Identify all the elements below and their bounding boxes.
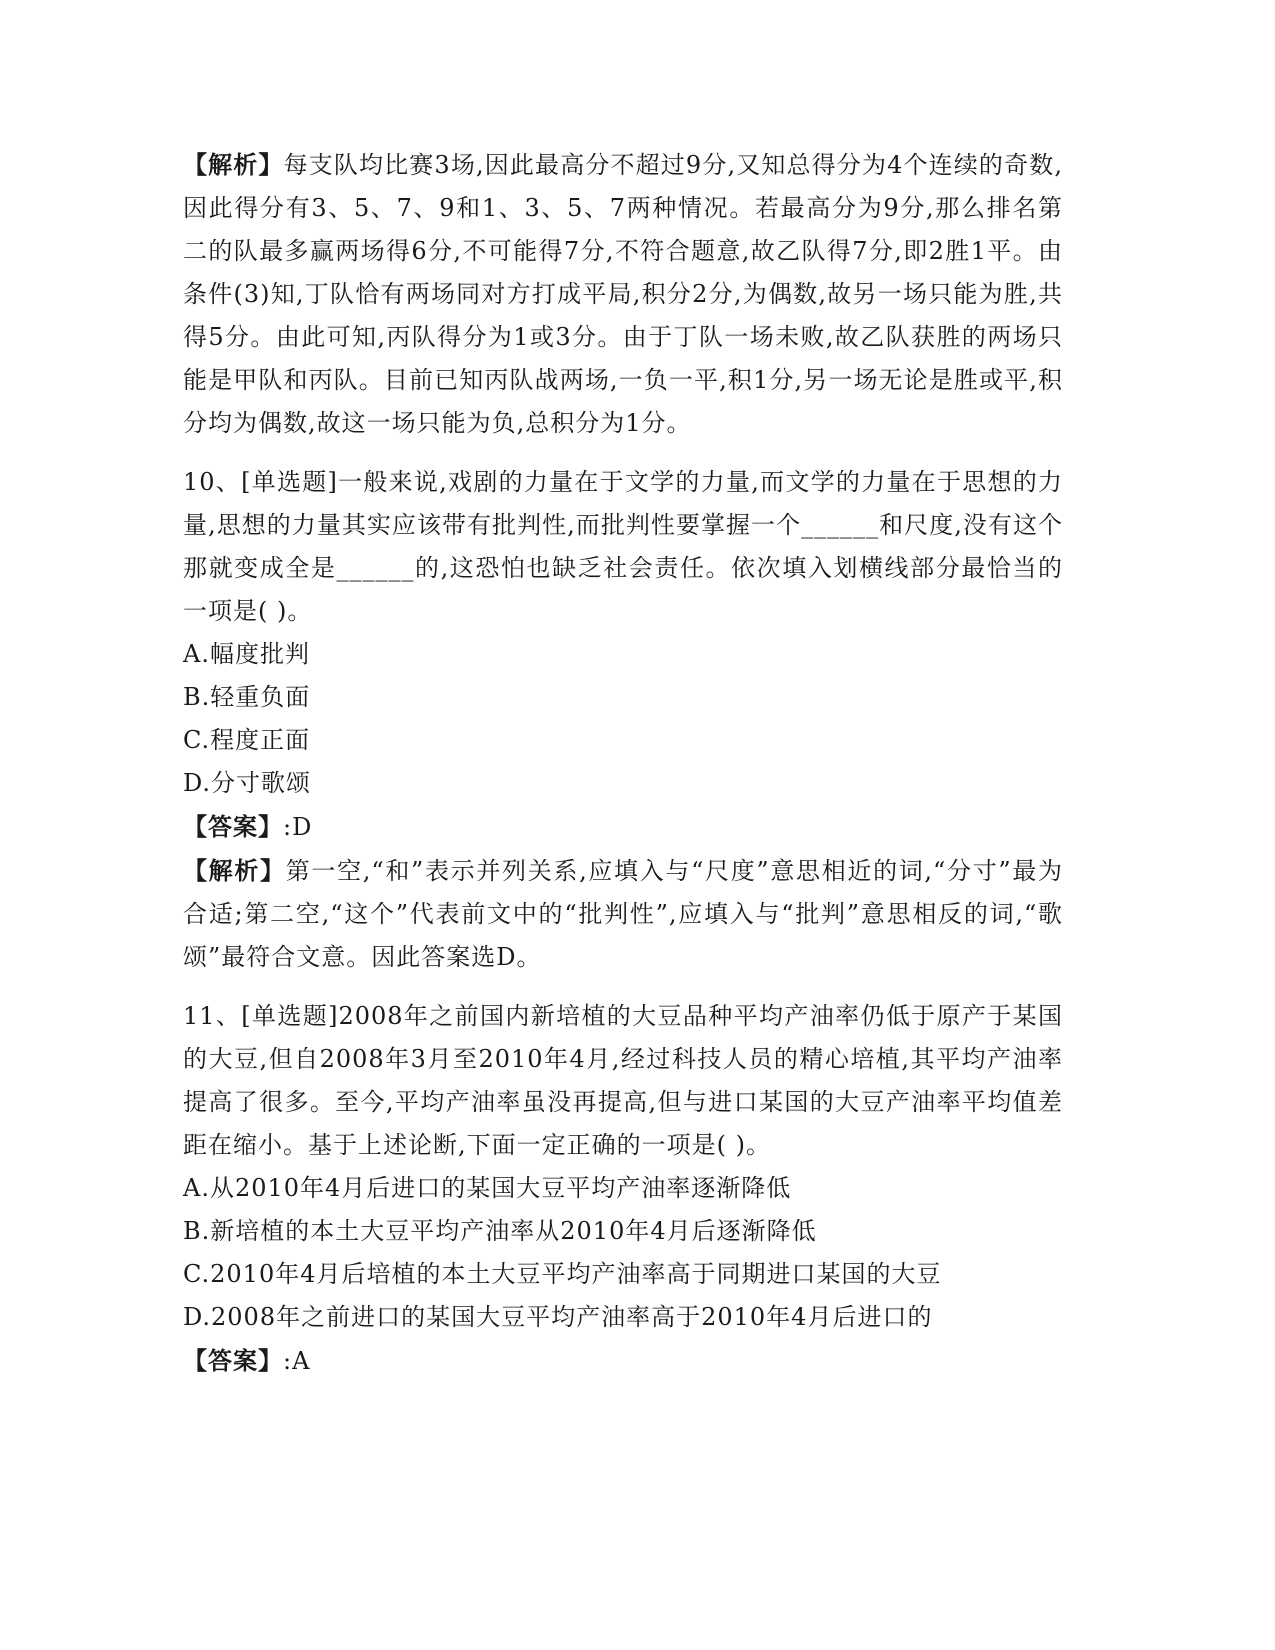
answer-line [183, 1339, 1063, 1383]
answer-line [183, 805, 1063, 849]
answer-sep: : [283, 813, 293, 841]
answer-label: 【答案】 [183, 812, 283, 841]
question-11 [183, 995, 1063, 1383]
answer-value: A [292, 1347, 311, 1375]
analysis-paragraph [183, 849, 1063, 979]
answer-value: D [292, 813, 313, 841]
analysis-label: 【解析】 [183, 856, 286, 885]
option-c: C.程度正面 [183, 726, 311, 754]
option-a: A.幅度批判 [183, 640, 310, 668]
question-stem: 11、[单选题]2008年之前国内新培植的大豆品种平均产油率仍低于原产于某国的大豆,但自2008年3月至2010年4月,经过科技人员的精心培植,其平均产油率提高了很多。至今,平均产油率虽没再提高,但与进口某国的大豆产油率平均值差距在缩小。基于上述论断,下面一定正确的一项是( )。 [183, 1002, 1063, 1159]
analysis-text: 第一空,“和”表示并列关系,应填入与“尺度”意思相近的词,“分寸”最为合适;第二空,“这个”代表前文中的“批判性”,应填入与“批判”意思相反的词,“歌颂”最符合文意。因此答案选D。 [183, 857, 1064, 971]
analysis-label: 【解析】 [183, 150, 284, 179]
answer-sep: : [283, 1347, 293, 1375]
answer-label: 【答案】 [183, 1346, 283, 1375]
option-b: B.轻重负面 [183, 683, 311, 711]
analysis-paragraph [183, 143, 1063, 445]
options-list [183, 1167, 1063, 1339]
option-d: D.分寸歌颂 [183, 769, 312, 797]
question-10 [183, 461, 1063, 979]
option-b: B.新培植的本土大豆平均产油率从2010年4月后逐渐降低 [183, 1217, 817, 1245]
options-list [183, 633, 1063, 805]
option-d: D.2008年之前进口的某国大豆平均产油率高于2010年4月后进口的 [183, 1303, 933, 1331]
question-stem: 10、[单选题]一般来说,戏剧的力量在于文学的力量,而文学的力量在于思想的力量,思想的力量其实应该带有批判性,而批判性要掌握一个______和尺度,没有这个那就变成全是______的,这恐怕也缺乏社会责任。依次填入划横线部分最恰当的一项是( )。 [183, 468, 1063, 625]
option-a: A.从2010年4月后进口的某国大豆平均产油率逐渐降低 [183, 1174, 792, 1202]
document-page [183, 143, 1063, 1383]
option-c: C.2010年4月后培植的本土大豆平均产油率高于同期进口某国的大豆 [183, 1260, 942, 1288]
analysis-text: 每支队均比赛3场,因此最高分不超过9分,又知总得分为4个连续的奇数,因此得分有3、5、7、9和1、3、5、7两种情况。若最高分为9分,那么排名第二的队最多赢两场得6分,不可能得7分,不符合题意,故乙队得7分,即2胜1平。由条件(3)知,丁队恰有两场同对方打成平局,积分2分,为偶数,故另一场只能为胜,共得5分。由此可知,丙队得分为1或3分。由于丁队一场未败,故乙队获胜的两场只能是甲队和丙队。目前已知丙队战两场,一负一平,积1分,另一场无论是胜或平,积分均为偶数,故这一场只能为负,总积分为1分。 [183, 151, 1063, 437]
